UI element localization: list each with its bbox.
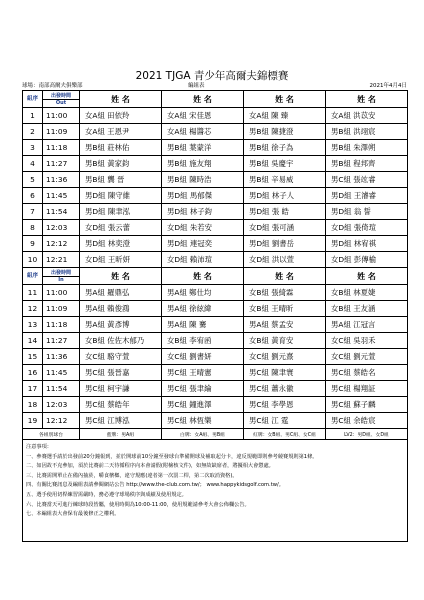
player-cell: 男D組 林子人 — [244, 188, 326, 204]
header-row-header_in — [23, 268, 408, 285]
tee-time: 11:45 — [43, 365, 80, 381]
table-row — [23, 397, 408, 413]
player-cell: 男B組 程邦齊 — [326, 156, 408, 172]
player-cell: 男C組 陳聿寰 — [244, 365, 326, 381]
group-number: 11 — [23, 285, 43, 301]
pairing-table-body — [23, 91, 408, 542]
tee-time: 11:27 — [43, 156, 80, 172]
header-player-name: 姓 名 — [326, 91, 408, 108]
group-number: 15 — [23, 349, 43, 365]
player-cell: 男C組 楊翔証 — [326, 381, 408, 397]
table-row — [23, 220, 408, 236]
table-row — [23, 285, 408, 301]
player-cell: 女D組 王昕妍 — [80, 252, 162, 268]
player-cell: 男B組 陳時浩 — [162, 172, 244, 188]
table-row — [23, 252, 408, 268]
tee-time: 12:12 — [43, 413, 80, 429]
player-cell: 女A組 洪苡安 — [326, 108, 408, 124]
player-cell: 男A組 賴俊鴻 — [80, 301, 162, 317]
player-cell: 女A組 楊醬芯 — [162, 124, 244, 140]
player-cell: 男C組 柯宇謙 — [80, 381, 162, 397]
header-tee-time-label: 出發時間 — [43, 270, 79, 277]
header-tee-time-sub: In — [58, 276, 64, 283]
header-player-name: 姓 名 — [162, 268, 244, 285]
tee-time: 12:03 — [43, 220, 80, 236]
pairing-table — [22, 90, 408, 542]
header-tee-time — [43, 268, 80, 285]
player-cell: 男C組 張竑睿 — [326, 172, 408, 188]
note-item: 一、參賽選手請於出發前20分鐘報到，並於開球前10分鐘至發球台準備開球及補取起分卡，違反規範即則參考競賽規則第1條。 — [26, 453, 318, 460]
player-cell: 男B組 莊林佑 — [80, 140, 162, 156]
player-cell: 女A組 陳 臻 — [244, 108, 326, 124]
header-tee-time-sub: Out — [55, 99, 67, 106]
player-cell: 女C組 劉書妍 — [162, 349, 244, 365]
tee-time: 11:18 — [43, 140, 80, 156]
player-cell: 男C組 蔡皓名 — [326, 365, 408, 381]
tee-time: 11:45 — [43, 188, 80, 204]
player-cell: 男A組 鄭仕均 — [162, 285, 244, 301]
player-cell: 男B組 徐子為 — [244, 140, 326, 156]
group-number: 10 — [23, 252, 43, 268]
player-cell: 女B組 黃育安 — [244, 333, 326, 349]
group-number: 16 — [23, 365, 43, 381]
table-row — [23, 365, 408, 381]
player-cell: 男D組 連冠奕 — [162, 236, 244, 252]
tee-time: 11:09 — [43, 301, 80, 317]
tee-time: 12:12 — [43, 236, 80, 252]
player-cell: 男C組 蕭永徽 — [244, 381, 326, 397]
player-cell: 男A組 江冠言 — [326, 317, 408, 333]
player-cell: 男D組 林子鈞 — [162, 204, 244, 220]
group-number: 6 — [23, 188, 43, 204]
group-number: 17 — [23, 381, 43, 397]
meta-bar — [22, 81, 407, 90]
header-tee-time-label: 出發時間 — [43, 93, 79, 100]
player-cell: 女C組 劉元熹 — [244, 349, 326, 365]
legend-item: 白牌：女A組、男B組 — [162, 429, 244, 440]
legend-row — [23, 429, 408, 440]
table-row — [23, 301, 408, 317]
player-cell: 男D組 王濬睿 — [326, 188, 408, 204]
player-cell: 男D組 陳守維 — [80, 188, 162, 204]
header-player-name: 姓 名 — [244, 268, 326, 285]
player-cell: 女D組 洪以萱 — [244, 252, 326, 268]
player-cell: 男A組 黃彥博 — [80, 317, 162, 333]
tee-time: 11:18 — [43, 317, 80, 333]
venue-label: 球場：南部高爾夫俱樂部 — [22, 83, 83, 89]
legend-label: 各組別球台 — [23, 429, 80, 440]
table-row — [23, 156, 408, 172]
player-cell: 男A組 徐絃緯 — [162, 301, 244, 317]
player-cell: 男A組 羅鼎弘 — [80, 285, 162, 301]
notes-title: 注意事項： — [26, 444, 52, 450]
player-cell: 男C組 張晉嘉 — [80, 365, 162, 381]
player-cell: 男C組 江博泓 — [80, 413, 162, 429]
player-cell: 女A組 王恩尹 — [80, 124, 162, 140]
tee-time: 11:36 — [43, 172, 80, 188]
tee-time: 11:36 — [43, 349, 80, 365]
tee-time: 11:27 — [43, 333, 80, 349]
player-cell: 男D組 林奕澄 — [80, 236, 162, 252]
player-cell: 男C組 李學恩 — [244, 397, 326, 413]
tee-time: 11:09 — [43, 124, 80, 140]
header-row-header_out — [23, 91, 408, 108]
player-cell: 女B組 林夏婕 — [326, 285, 408, 301]
player-cell: 男B組 龔 晉 — [80, 172, 162, 188]
note-item: 七、本編組表大會保有最後修正之權利。 — [26, 511, 120, 518]
tee-time: 12:03 — [43, 397, 80, 413]
player-cell: 女D組 彭傳榆 — [326, 252, 408, 268]
player-cell: 女A組 田依羚 — [80, 108, 162, 124]
note-item: 三、比賽需開單止在備內抽菸，嚼食檳榔，違守規應(違者第一次罰二桿，第二次取消資格)。 — [26, 472, 238, 479]
legend-item: 藍牌：男A組 — [80, 429, 162, 440]
player-cell: 女B組 王晴昕 — [244, 301, 326, 317]
notes-row — [23, 440, 408, 542]
header-player-name: 姓 名 — [326, 268, 408, 285]
group-number: 14 — [23, 333, 43, 349]
player-cell: 男D組 陳聿泓 — [80, 204, 162, 220]
player-cell: 男B組 辛易威 — [244, 172, 326, 188]
player-cell: 男B組 朱澤朔 — [326, 140, 408, 156]
group-number: 3 — [23, 140, 43, 156]
player-cell: 男C組 蘇子麟 — [326, 397, 408, 413]
player-cell: 男B組 洪翊宸 — [326, 124, 408, 140]
note-item: 五、選手使用切桿練習需嚴時，務必遵守球場秩序與成績及使用規定。 — [26, 491, 187, 498]
table-row — [23, 349, 408, 365]
player-cell: 女D組 張倚瑄 — [326, 220, 408, 236]
group-number: 1 — [23, 108, 43, 124]
header-player-name: 姓 名 — [244, 91, 326, 108]
table-row — [23, 413, 408, 429]
group-number: 18 — [23, 397, 43, 413]
player-cell: 男C組 王晴憲 — [162, 365, 244, 381]
tee-time: 11:00 — [43, 285, 80, 301]
player-cell: 男C組 林恆樂 — [162, 413, 244, 429]
legend-item: LV2：男D組、女D組 — [326, 429, 408, 440]
table-row — [23, 108, 408, 124]
player-cell: 女C組 駱守萱 — [80, 349, 162, 365]
notes-box — [23, 440, 408, 542]
player-cell: 男D組 林宥祺 — [326, 236, 408, 252]
legend-item: 紅牌：女B組、男C組、女C組 — [244, 429, 326, 440]
header-player-name: 姓 名 — [80, 268, 162, 285]
player-cell: 男C組 蔡皓年 — [80, 397, 162, 413]
player-cell: 男D組 張 皓 — [244, 204, 326, 220]
player-cell: 男C組 余皓宸 — [326, 413, 408, 429]
player-cell: 男A組 蔡孟安 — [244, 317, 326, 333]
note-item: 二、如因故不克參加，須於比賽前二天待循程序向本會請假(附檢核文件)，如無故缺席者，將擾相大會懲處。 — [26, 463, 274, 470]
table-row — [23, 333, 408, 349]
player-cell: 男B組 黃家鈞 — [80, 156, 162, 172]
player-cell: 男C組 江 霆 — [244, 413, 326, 429]
group-number: 7 — [23, 204, 43, 220]
tee-time: 11:00 — [43, 108, 80, 124]
tee-time: 11:54 — [43, 381, 80, 397]
header-player-name: 姓 名 — [162, 91, 244, 108]
event-date: 2021年4月4日 — [369, 83, 407, 89]
player-cell: 女D組 張云蕾 — [80, 220, 162, 236]
player-cell: 女B組 王友涵 — [326, 301, 408, 317]
group-number: 9 — [23, 236, 43, 252]
table-row — [23, 317, 408, 333]
table-row — [23, 204, 408, 220]
header-group-no: 組序 — [23, 268, 43, 285]
player-cell: 女B組 佐佐木郁乃 — [80, 333, 162, 349]
group-number: 2 — [23, 124, 43, 140]
player-cell: 女C組 劉元萱 — [326, 349, 408, 365]
table-row — [23, 188, 408, 204]
tee-time: 11:54 — [43, 204, 80, 220]
header-group-no: 組序 — [23, 91, 43, 108]
tee-time: 12:21 — [43, 252, 80, 268]
note-item: 四、有關比賽訊息及編組表請參閱網站公告 http://www.the-club.com.tw/； www.happykidsgolf.com.tw/。 — [26, 482, 284, 489]
player-cell: 女B組 張綺霖 — [244, 285, 326, 301]
player-cell: 女D組 張可涵 — [244, 220, 326, 236]
player-cell: 男A組 陳 騫 — [162, 317, 244, 333]
player-cell: 女D組 賴沛瑄 — [162, 252, 244, 268]
group-number: 13 — [23, 317, 43, 333]
player-cell: 男D組 翁 誓 — [326, 204, 408, 220]
player-cell: 女D組 朱若安 — [162, 220, 244, 236]
table-row — [23, 172, 408, 188]
player-cell: 男B組 陳捷澄 — [244, 124, 326, 140]
header-player-name: 姓 名 — [80, 91, 162, 108]
player-cell: 男B組 施友翔 — [162, 156, 244, 172]
header-tee-time — [43, 91, 80, 108]
note-item: 六、比賽當天可進行練球時段皆屬，使用時間為10:00-11:00，使用規範請參考大會公佈欄公告。 — [26, 501, 250, 508]
group-number: 8 — [23, 220, 43, 236]
table-row — [23, 236, 408, 252]
table-row — [23, 140, 408, 156]
group-number: 12 — [23, 301, 43, 317]
player-cell: 女A組 宋佳恩 — [162, 108, 244, 124]
player-cell: 男B組 吳慶宇 — [244, 156, 326, 172]
player-cell: 男C組 張聿綸 — [162, 381, 244, 397]
player-cell: 女B組 李宥函 — [162, 333, 244, 349]
table-name: 編組表 — [188, 83, 205, 89]
table-row — [23, 124, 408, 140]
player-cell: 男D組 劉書岳 — [244, 236, 326, 252]
group-number: 5 — [23, 172, 43, 188]
player-cell: 男B組 葉蒙洋 — [162, 140, 244, 156]
player-cell: 男C組 鐘進澤 — [162, 397, 244, 413]
group-number: 19 — [23, 413, 43, 429]
table-row — [23, 381, 408, 397]
player-cell: 女C組 吳羽禾 — [326, 333, 408, 349]
page-title: 2021 TJGA 青少年高爾夫錦標賽 — [135, 70, 289, 82]
group-number: 4 — [23, 156, 43, 172]
player-cell: 男D組 馬郁傑 — [162, 188, 244, 204]
